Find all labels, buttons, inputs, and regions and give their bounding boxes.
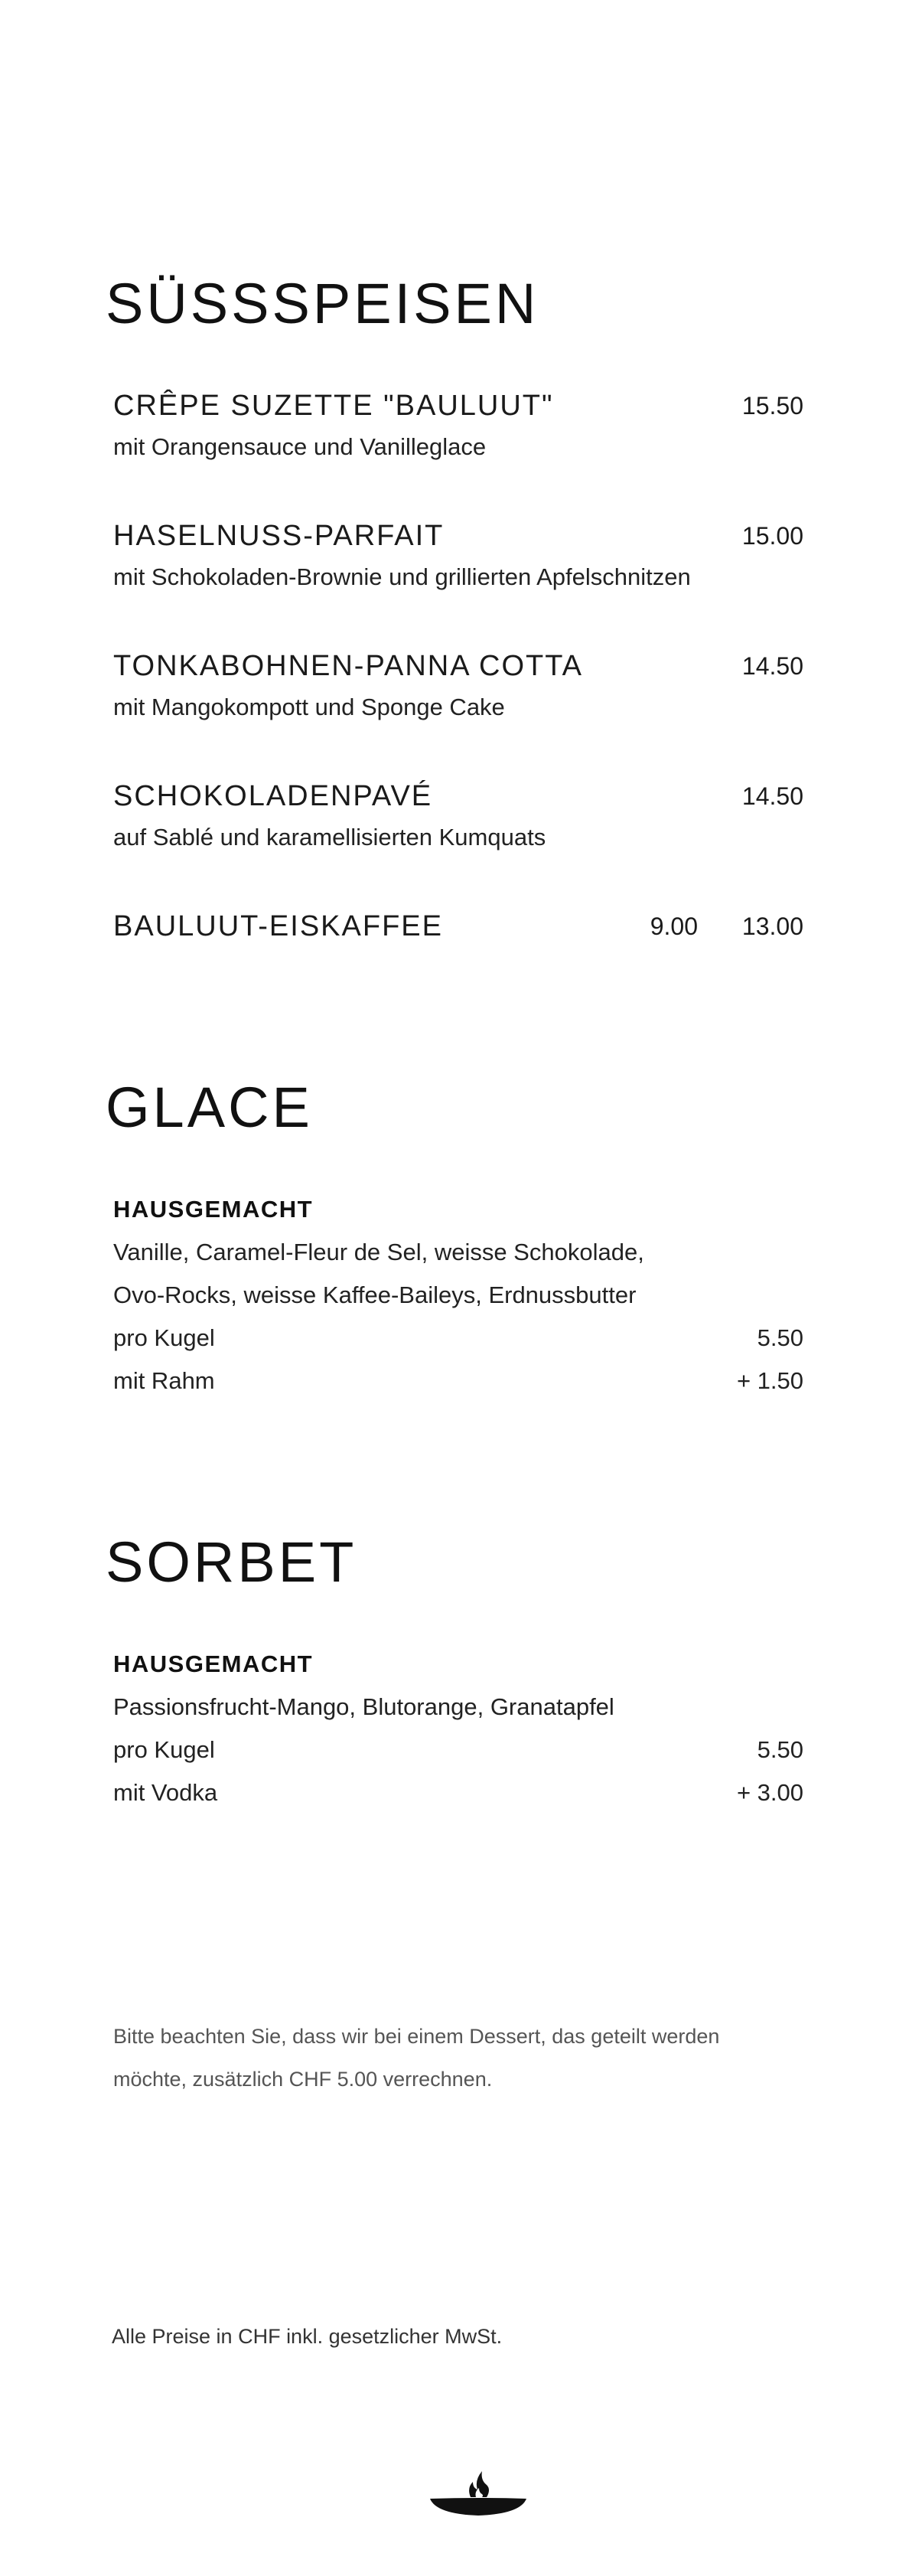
item-price-small: 9.00 (650, 913, 698, 940)
flame-bowl-icon (428, 2467, 528, 2520)
item-price: 15.00 (741, 522, 803, 550)
price-line (113, 1729, 803, 1771)
flavor-line: Vanille, Caramel-Fleur de Sel, weisse Schokolade, (113, 1239, 644, 1265)
item-name: CRÊPE SUZETTE "BAULUUT" (113, 390, 554, 422)
item-price: 14.50 (741, 782, 803, 810)
item-name: SCHOKOLADENPAVÉ (113, 780, 433, 812)
price-value: 5.50 (757, 1736, 803, 1763)
item-price: 15.50 (741, 392, 803, 420)
menu-item (113, 908, 803, 945)
note-line: Bitte beachten Sie, dass wir bei einem Dessert, das geteilt werden (113, 2025, 720, 2048)
price-value: 5.50 (757, 1324, 803, 1351)
menu-item (113, 517, 803, 596)
block-heading: HAUSGEMACHT (113, 1650, 314, 1677)
glace-block (113, 1188, 803, 1402)
menu-item (113, 648, 803, 726)
price-value: + 1.50 (736, 1367, 803, 1394)
note-line: möchte, zusätzlich CHF 5.00 verrechnen. (113, 2068, 493, 2091)
menu-item (113, 778, 803, 856)
item-description: mit Orangensauce und Vanilleglace (113, 433, 487, 460)
flavor-line: Ovo-Rocks, weisse Kaffee-Baileys, Erdnussbutter (113, 1281, 637, 1308)
price-label: pro Kugel (113, 1324, 215, 1351)
price-label: mit Vodka (113, 1779, 218, 1806)
item-description: mit Mangokompott und Sponge Cake (113, 694, 505, 720)
item-price: 13.00 (741, 913, 803, 940)
price-label: pro Kugel (113, 1736, 215, 1763)
sorbet-block (113, 1643, 803, 1814)
flavor-line: Passionsfrucht-Mango, Blutorange, Granatapfel (113, 1693, 614, 1720)
item-name: TONKABOHNEN-PANNA COTTA (113, 650, 583, 682)
item-description: auf Sablé und karamellisierten Kumquats (113, 824, 546, 851)
item-description: mit Schokoladen-Brownie und grillierten Apfelschnitzen (113, 563, 691, 590)
price-label: mit Rahm (113, 1367, 215, 1394)
price-line (113, 1360, 803, 1402)
section-title-sorbet: SORBET (106, 1530, 357, 1594)
price-value: + 3.00 (736, 1779, 803, 1806)
price-line (113, 1317, 803, 1360)
price-line (113, 1771, 803, 1814)
section-title-desserts: SÜSSSPEISEN (106, 272, 539, 335)
vat-note: Alle Preise in CHF inkl. gesetzlicher MwSt. (112, 2325, 503, 2348)
block-heading: HAUSGEMACHT (113, 1196, 314, 1223)
section-title-glace: GLACE (106, 1076, 313, 1139)
item-price: 14.50 (741, 652, 803, 680)
item-name: BAULUUT-EISKAFFEE (113, 910, 443, 942)
sharing-note (113, 2015, 802, 2101)
menu-item (113, 387, 803, 465)
item-name: HASELNUSS-PARFAIT (113, 520, 445, 552)
